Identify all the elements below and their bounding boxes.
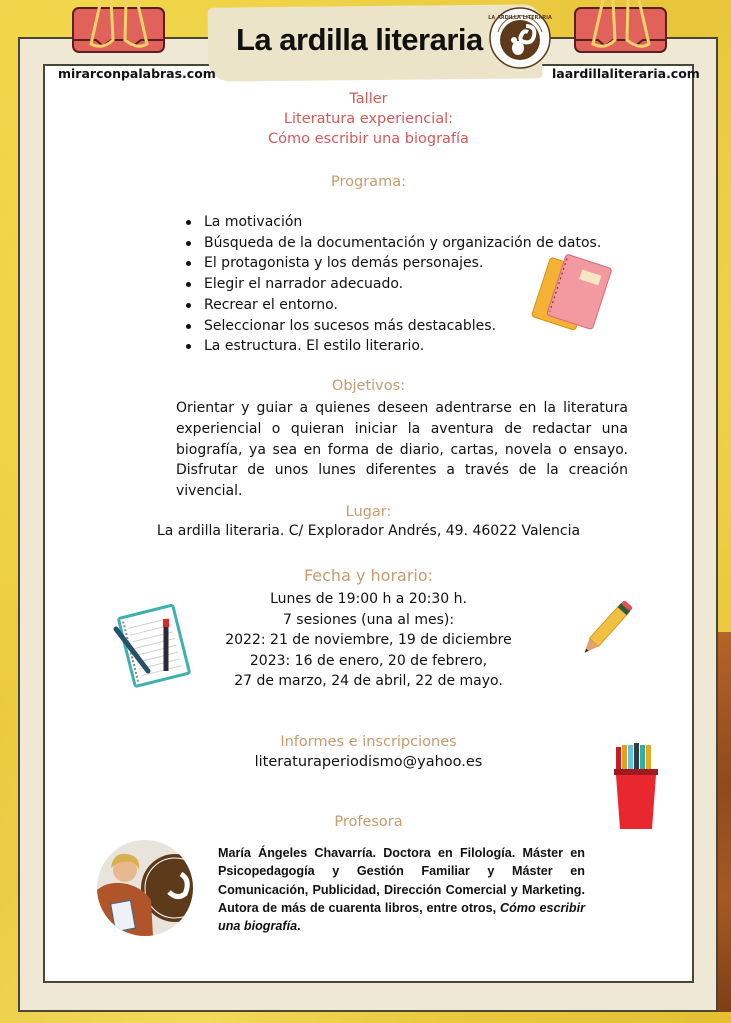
workshop-title <box>43 89 694 149</box>
schedule-line: 2023: 16 de enero, 20 de febrero, <box>249 652 488 669</box>
teacher-bio <box>218 844 585 935</box>
book-title: Cómo escribir una biografía <box>218 900 586 934</box>
wood-background-strip <box>718 632 731 1012</box>
binder-clip-icon <box>573 0 668 54</box>
list-item: Recrear el entorno. <box>184 295 601 316</box>
notepad-pen-icon <box>110 603 196 689</box>
logo-ring-text: LA ARDILLA LITERARIA <box>488 15 552 21</box>
list-item: Elegir el narrador adecuado. <box>184 274 601 295</box>
lugar-address: La ardilla literaria. C/ Explorador Andrés, 49. 46022 Valencia <box>156 523 581 539</box>
teacher-photo <box>97 840 193 936</box>
website-link-left[interactable]: mirarconpalabras.com <box>58 66 216 81</box>
lugar-heading: Lugar: <box>345 504 392 520</box>
pencil-icon <box>575 595 637 663</box>
workshop-subtitle: Literatura experiencial: <box>283 111 454 127</box>
binder-clip-icon <box>71 0 166 54</box>
notebooks-icon <box>530 252 616 338</box>
schedule-line: 2022: 21 de noviembre, 19 de diciembre <box>225 632 512 648</box>
bio-text: María Ángeles Chavarría. Doctora en Filología. Máster en Psicopedagogía y Gestión Familiar y Máster en Comunicación, Publicidad, Dirección Comercial y Marketing. Autora de más de cuarenta libros, entre otros, <box>218 846 585 915</box>
schedule-line: 27 de marzo, 24 de abril, 22 de mayo. <box>234 673 503 689</box>
fecha-heading: Fecha y horario: <box>303 566 434 585</box>
programa-heading: Programa: <box>331 174 406 190</box>
website-link-right[interactable]: laardillaliteraria.com <box>552 66 700 81</box>
squirrel-logo-icon[interactable] <box>488 6 552 70</box>
list-item: Seleccionar los sucesos más destacables. <box>184 316 601 337</box>
schedule-line: 7 sesiones (una al mes): <box>282 611 455 628</box>
workshop-topic: Cómo escribir una biografía <box>268 131 469 147</box>
objetivos-text: Orientar y guiar a quienes deseen adentrarse en la literatura experiencial o quieran iniciar la aventura de redactar una biografía, ya sea en forma de diario, cartas, novela o ensayo. Disfrutar de unos lunes diferentes a través de la creación vivencial. <box>176 400 628 500</box>
list-item: La estructura. El estilo literario. <box>184 336 601 357</box>
list-item: El protagonista y los demás personajes. <box>184 253 601 274</box>
profesora-heading: Profesora <box>334 814 403 830</box>
contact-email-link[interactable]: literaturaperiodismo@yahoo.es <box>254 754 483 770</box>
bio-end: . <box>297 919 301 934</box>
list-item: La motivación <box>184 212 601 233</box>
objetivos-heading: Objetivos: <box>331 378 406 394</box>
schedule-line: Lunes de 19:00 h a 20:30 h. <box>270 591 467 607</box>
workshop-label: Taller <box>349 91 388 107</box>
informes-heading: Informes e inscripciones <box>280 734 457 750</box>
list-item: Búsqueda de la documentación y organización de datos. <box>184 233 601 254</box>
page-title: La ardilla literaria <box>236 22 483 57</box>
